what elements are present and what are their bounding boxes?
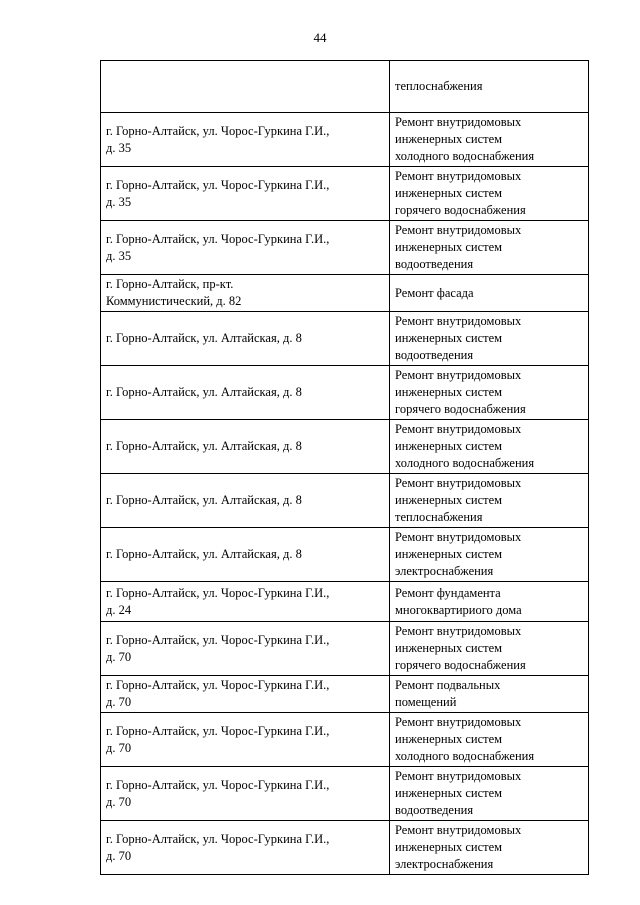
- work-type-cell: теплоснабжения: [390, 61, 589, 113]
- table-row: [101, 676, 589, 713]
- table-row: [101, 113, 589, 167]
- table-row: [101, 61, 589, 113]
- address-cell: г. Горно-Алтайск, ул. Чорос-Гуркина Г.И., д. 70: [101, 767, 390, 821]
- table-row: [101, 167, 589, 221]
- table-row: [101, 582, 589, 622]
- table-row: [101, 366, 589, 420]
- address-cell: г. Горно-Алтайск, ул. Алтайская, д. 8: [101, 366, 390, 420]
- address-cell: [101, 61, 390, 113]
- work-type-cell: Ремонт внутридомовых инженерных систем теплоснабжения: [390, 474, 589, 528]
- address-cell: г. Горно-Алтайск, ул. Чорос-Гуркина Г.И., д. 70: [101, 713, 390, 767]
- address-cell: г. Горно-Алтайск, ул. Чорос-Гуркина Г.И., д. 35: [101, 113, 390, 167]
- address-cell: г. Горно-Алтайск, ул. Алтайская, д. 8: [101, 528, 390, 582]
- address-cell: г. Горно-Алтайск, ул. Чорос-Гуркина Г.И., д. 70: [101, 821, 390, 875]
- address-cell: г. Горно-Алтайск, ул. Алтайская, д. 8: [101, 312, 390, 366]
- table-row: [101, 713, 589, 767]
- table-row: [101, 767, 589, 821]
- table-row: [101, 221, 589, 275]
- address-cell: г. Горно-Алтайск, ул. Чорос-Гуркина Г.И., д. 70: [101, 622, 390, 676]
- work-type-cell: Ремонт внутридомовых инженерных систем холодного водоснабжения: [390, 420, 589, 474]
- address-cell: г. Горно-Алтайск, ул. Алтайская, д. 8: [101, 420, 390, 474]
- work-type-cell: Ремонт внутридомовых инженерных систем электроснабжения: [390, 528, 589, 582]
- work-type-cell: Ремонт внутридомовых инженерных систем водоотведения: [390, 221, 589, 275]
- work-type-cell: Ремонт фасада: [390, 275, 589, 312]
- page-number: 44: [313, 30, 327, 45]
- address-cell: г. Горно-Алтайск, ул. Чорос-Гуркина Г.И., д. 35: [101, 167, 390, 221]
- work-type-cell: Ремонт внутридомовых инженерных систем водоотведения: [390, 767, 589, 821]
- table-body: [101, 61, 589, 875]
- work-type-cell: Ремонт внутридомовых инженерных систем горячего водоснабжения: [390, 366, 589, 420]
- table-row: [101, 821, 589, 875]
- table-row: [101, 622, 589, 676]
- work-type-cell: Ремонт внутридомовых инженерных систем водоотведения: [390, 312, 589, 366]
- work-type-cell: Ремонт внутридомовых инженерных систем холодного водоснабжения: [390, 113, 589, 167]
- table-row: [101, 528, 589, 582]
- work-type-cell: Ремонт фундамента многоквартириого дома: [390, 582, 589, 622]
- work-type-cell: Ремонт внутридомовых инженерных систем электроснабжения: [390, 821, 589, 875]
- work-type-cell: Ремонт внутридомовых инженерных систем холодного водоснабжения: [390, 713, 589, 767]
- table-row: [101, 312, 589, 366]
- address-cell: г. Горно-Алтайск, ул. Алтайская, д. 8: [101, 474, 390, 528]
- works-table: [100, 60, 589, 875]
- table-row: [101, 420, 589, 474]
- table-row: [101, 474, 589, 528]
- work-type-cell: Ремонт подвальных помещений: [390, 676, 589, 713]
- address-cell: г. Горно-Алтайск, ул. Чорос-Гуркина Г.И., д. 70: [101, 676, 390, 713]
- work-type-cell: Ремонт внутридомовых инженерных систем горячего водоснабжения: [390, 167, 589, 221]
- address-cell: г. Горно-Алтайск, ул. Чорос-Гуркина Г.И., д. 35: [101, 221, 390, 275]
- table-row: [101, 275, 589, 312]
- address-cell: г. Горно-Алтайск, ул. Чорос-Гуркина Г.И., д. 24: [101, 582, 390, 622]
- address-cell: г. Горно-Алтайск, пр-кт. Коммунистический, д. 82: [101, 275, 390, 312]
- work-type-cell: Ремонт внутридомовых инженерных систем горячего водоснабжения: [390, 622, 589, 676]
